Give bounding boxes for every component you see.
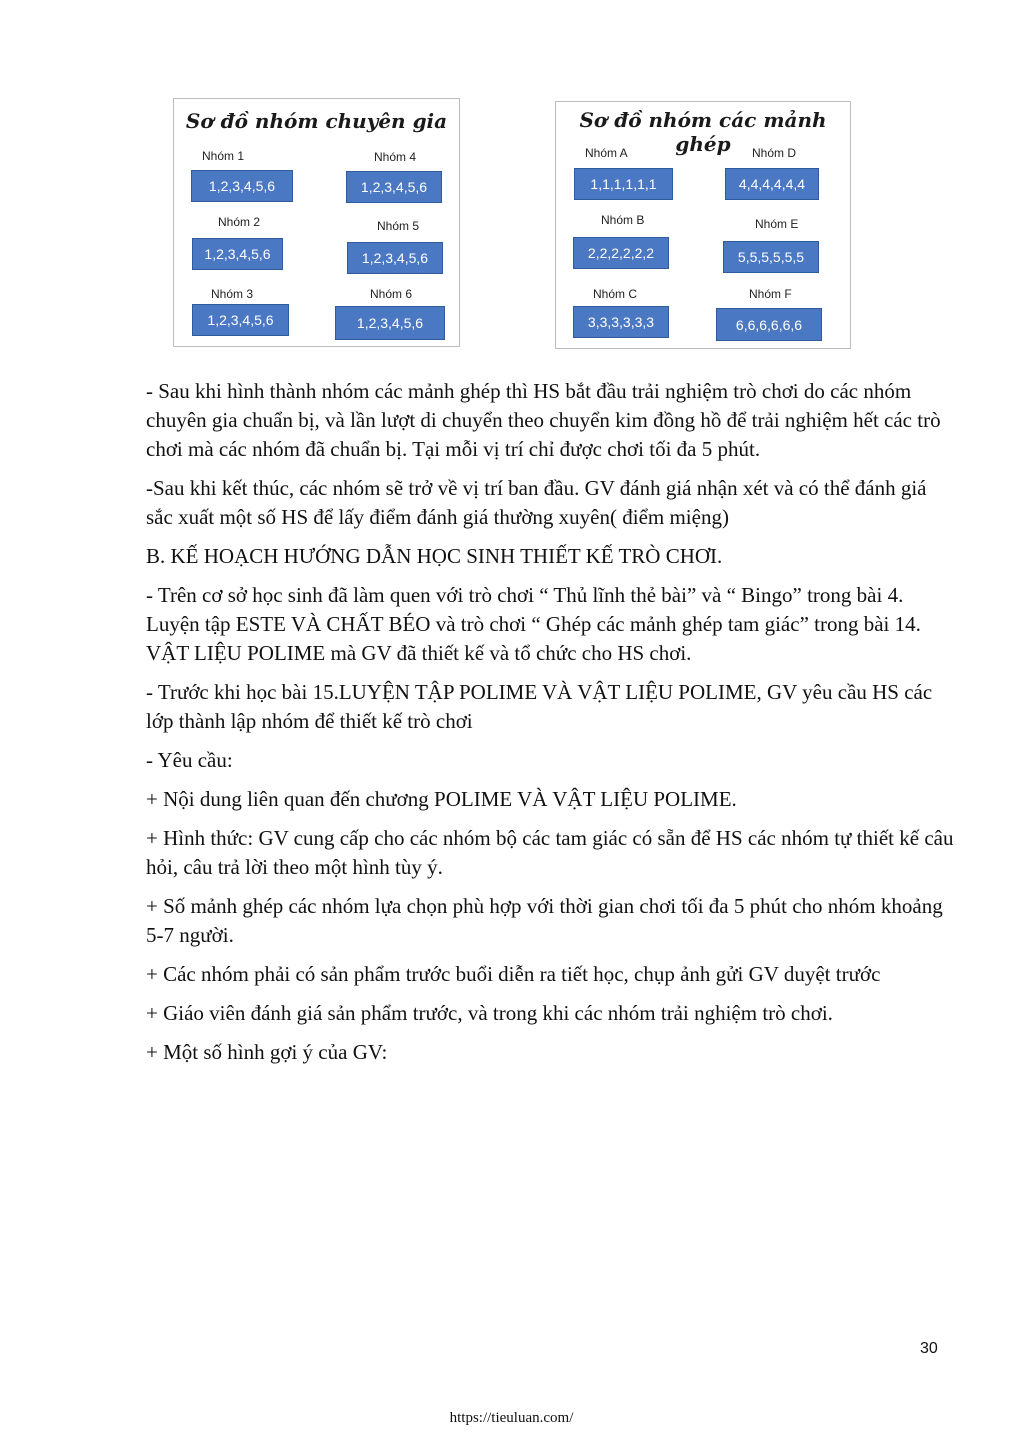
paragraph: -Sau khi kết thúc, các nhóm sẽ trở về vị trí ban đầu. GV đánh giá nhận xét và có thể đánh giá sắc xuất một số HS để lấy điểm đánh giá thường xuyên( điểm miệng) — [146, 476, 927, 529]
diagram-title: Sơ đồ nhóm chuyên gia — [185, 109, 448, 133]
group-box: 1,2,3,4,5,6 — [346, 171, 442, 203]
paragraph: - Trên cơ sở học sinh đã làm quen với trò chơi “ Thủ lĩnh thẻ bài” và “ Bingo” trong bài 4. Luyện tập ESTE VÀ CHẤT BÉO và trò chơi “ Ghép các mảnh ghép tam giác” trong bài 14. VẬT LIỆU POLIME mà GV đã thiết kế và tổ chức cho HS chơi. — [146, 583, 921, 665]
group-label: Nhóm 6 — [370, 287, 413, 301]
group-label: Nhóm E — [755, 217, 799, 231]
paragraph: + Số mảnh ghép các nhóm lựa chọn phù hợp với thời gian chơi tối đa 5 phút cho nhóm khoảng 5-7 người. — [146, 894, 943, 947]
group-box: 4,4,4,4,4,4 — [725, 168, 819, 200]
group-box: 1,2,3,4,5,6 — [192, 238, 283, 270]
group-label: Nhóm A — [585, 146, 628, 160]
group-box: 6,6,6,6,6,6 — [716, 308, 822, 341]
group-label: Nhóm C — [593, 287, 638, 301]
paragraph: + Nội dung liên quan đến chương POLIME VÀ VẬT LIỆU POLIME. — [146, 787, 737, 811]
section-heading: B. KẾ HOẠCH HƯỚNG DẪN HỌC SINH THIẾT KẾ TRÒ CHƠI. — [146, 544, 723, 568]
group-box: 3,3,3,3,3,3 — [573, 306, 669, 338]
group-box: 1,2,3,4,5,6 — [192, 304, 289, 336]
group-box: 2,2,2,2,2,2 — [573, 237, 669, 269]
group-label: Nhóm 4 — [374, 150, 417, 164]
group-label: Nhóm 3 — [211, 287, 254, 301]
paragraph: + Hình thức: GV cung cấp cho các nhóm bộ các tam giác có sẵn để HS các nhóm tự thiết kế câu hỏi, câu trả lời theo một hình tùy ý. — [146, 826, 954, 879]
group-label: Nhóm 2 — [218, 215, 261, 229]
expert-groups-diagram — [173, 98, 460, 347]
paragraph: - Yêu cầu: — [146, 748, 233, 772]
paragraph: + Các nhóm phải có sản phẩm trước buổi diễn ra tiết học, chụp ảnh gửi GV duyệt trước — [146, 962, 881, 986]
diagram-title: Sơ đồ nhóm các mảnh ghép — [579, 108, 827, 156]
paragraph: - Sau khi hình thành nhóm các mảnh ghép thì HS bắt đầu trải nghiệm trò chơi do các nhóm chuyên gia chuẩn bị, và lần lượt di chuyển theo chuyển kim đồng hồ để trải nghiệm hết các trò chơi mà các nhóm đã chuẩn bị. Tại mỗi vị trí chỉ được chơi tối đa 5 phút. — [146, 379, 941, 461]
group-box: 1,2,3,4,5,6 — [335, 306, 445, 340]
group-box: 1,2,3,4,5,6 — [191, 170, 293, 202]
paragraph: + Một số hình gợi ý của GV: — [146, 1040, 388, 1064]
group-label: Nhóm B — [601, 213, 645, 227]
group-label: Nhóm 1 — [202, 149, 245, 163]
footer-url[interactable]: https://tieuluan.com/ — [449, 1410, 574, 1426]
paragraph: - Trước khi học bài 15.LUYỆN TẬP POLIME VÀ VẬT LIỆU POLIME, GV yêu cầu HS các lớp thành lập nhóm để thiết kế trò chơi — [146, 680, 933, 733]
group-label: Nhóm 5 — [377, 219, 420, 233]
paragraph: + Giáo viên đánh giá sản phẩm trước, và trong khi các nhóm trải nghiệm trò chơi. — [146, 1001, 833, 1025]
group-box: 1,1,1,1,1,1 — [574, 168, 673, 200]
jigsaw-groups-diagram — [555, 101, 851, 349]
group-label: Nhóm F — [749, 287, 792, 301]
body-text — [146, 377, 956, 1077]
page-number: 30 — [920, 1340, 938, 1357]
group-label: Nhóm D — [752, 146, 797, 160]
group-box: 1,2,3,4,5,6 — [347, 242, 443, 274]
group-box: 5,5,5,5,5,5 — [723, 241, 819, 273]
